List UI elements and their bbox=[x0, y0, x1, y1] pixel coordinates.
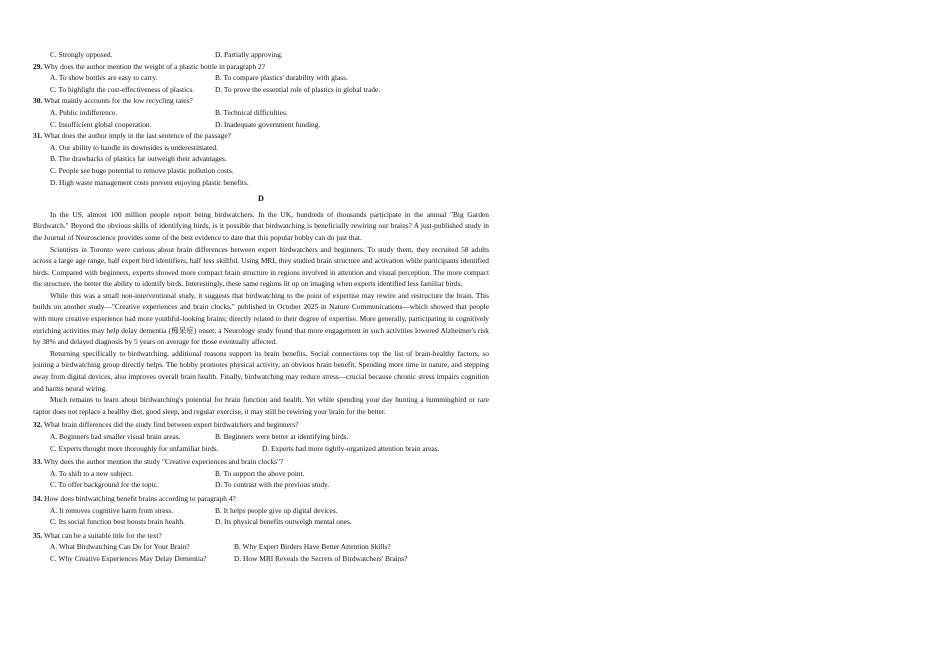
q30-number: 30. bbox=[33, 96, 43, 106]
q29-options-row-2 bbox=[33, 84, 489, 96]
q35-option-d[interactable]: D. How MRI Reveals the Secrets of Birdwatchers' Brains? bbox=[234, 553, 408, 563]
q29-stem-text: Why does the author mention the weight of a plastic bottle in paragraph 2? bbox=[43, 61, 266, 71]
q33-options-row-2 bbox=[33, 479, 489, 491]
q35-options-row-1 bbox=[33, 541, 489, 553]
q33-option-a[interactable]: A. To shift to a new subject. bbox=[50, 468, 134, 478]
q33-option-b[interactable]: B. To support the above point. bbox=[215, 468, 305, 478]
q34-number: 34. bbox=[33, 493, 43, 503]
q34-options-row-1 bbox=[33, 505, 489, 517]
q30-option-b[interactable]: B. Technical difficulties. bbox=[215, 107, 288, 117]
q35-stem-text: What can be a suitable title for the text? bbox=[43, 530, 162, 540]
passage-paragraph-3: While this was a small non-interventional study, it suggests that birdwatching to the point of expertise may rewire and restructure the brain. This builds on another study—"Creative experiences and brain clocks," published in October 2025 in Nature Communications—which showed that people with more creative experience had more youthful-looking brains; directly related to their degree of expertise. More generally, participating in cognitively enriching activities may help delay dementia (痴呆症) onset; a Neurology study found that more engagement in such activities lowered Alzheimer's risk by 38% and delayed diagnosis by 5 years on average for those eventually affected. bbox=[33, 290, 489, 347]
q31-stem-text: What does the author imply in the last sentence of the passage? bbox=[43, 131, 231, 141]
q30-options-row-2 bbox=[33, 119, 489, 131]
q32-stem-text: What brain differences did the study find between expert birdwatchers and beginners? bbox=[43, 420, 299, 430]
q32-option-d[interactable]: D. Experts had more tightly-organized attention brain areas. bbox=[262, 443, 440, 453]
q32-number: 32. bbox=[33, 420, 43, 430]
q33-options-row-1 bbox=[33, 468, 489, 480]
q30-options-row-1 bbox=[33, 107, 489, 119]
q32-stem bbox=[33, 419, 489, 431]
q33-number: 33. bbox=[33, 457, 43, 467]
passage-paragraph-2: Scientists in Toronto were curious about brain differences between expert birdwatchers and beginners. To study them, they recruited 58 adults across a large age range, half expert bird identifiers, half less skillful. Using MRI, they studied brain structure and activation while participants identified birds. Compared with beginners, experts showed more compact brain structure in regions involved in attention and visual perception. The more compact the structure, the better the ability to identify birds. Interestingly, these same regions lit up on imaging when experts identified less familiar birds. bbox=[33, 244, 489, 289]
q30-option-c[interactable]: C. Insufficient global cooperation. bbox=[50, 119, 152, 129]
exam-page-column bbox=[33, 49, 489, 565]
q32-option-c[interactable]: C. Experts thought more thoroughly for unfamiliar birds. bbox=[50, 443, 219, 453]
q35-number: 35. bbox=[33, 530, 43, 540]
q35-stem bbox=[33, 530, 489, 542]
q34-option-d[interactable]: D. Its physical benefits outweigh mental ones. bbox=[215, 517, 352, 527]
q30-option-d[interactable]: D. Inadequate government funding. bbox=[215, 119, 321, 129]
q29-stem bbox=[33, 61, 489, 73]
q32-option-b[interactable]: B. Beginners were better at identifying birds. bbox=[215, 432, 349, 441]
q32-option-a[interactable]: A. Beginners had smaller visual brain areas. bbox=[50, 432, 181, 441]
q35-options-row-2 bbox=[33, 553, 489, 565]
q31-option-d[interactable]: D. High waste management costs prevent enjoying plastic benefits. bbox=[50, 177, 249, 187]
q33-option-c[interactable]: C. To offer background for the topic. bbox=[50, 480, 159, 490]
q29-number: 29. bbox=[33, 61, 43, 71]
q34-option-c[interactable]: C. Its social function best boosts brain health. bbox=[50, 517, 185, 527]
q31-option-a[interactable]: A. Our ability to handle its downsides is underestimated. bbox=[50, 142, 218, 152]
q28-options-row-2 bbox=[33, 49, 489, 61]
q33-stem bbox=[33, 456, 489, 468]
q29-options-row-1 bbox=[33, 72, 489, 84]
q35-option-a[interactable]: A. What Birdwatching Can Do for Your Brain? bbox=[50, 542, 190, 552]
q28-option-c[interactable]: C. Strongly opposed. bbox=[50, 50, 113, 59]
q35-option-b[interactable]: B. Why Expert Birders Have Better Attention Skills? bbox=[234, 542, 391, 552]
q30-stem-text: What mainly accounts for the low recycling rates? bbox=[43, 96, 193, 106]
q29-option-c[interactable]: C. To highlight the cost-effectiveness of plastics. bbox=[50, 84, 195, 94]
q29-option-d[interactable]: D. To prove the essential role of plastics in global trade. bbox=[215, 84, 381, 94]
q31-option-b[interactable]: B. The drawbacks of plastics far outweigh their advantages. bbox=[50, 154, 227, 164]
q32-options-row-1 bbox=[33, 431, 489, 443]
q31-number: 31. bbox=[33, 131, 43, 141]
q28-option-d[interactable]: D. Partially approving. bbox=[215, 50, 283, 59]
q29-option-a[interactable]: A. To show bottles are easy to carry. bbox=[50, 73, 158, 83]
q34-option-b[interactable]: B. It helps people give up digital devices. bbox=[215, 505, 338, 515]
q34-option-a[interactable]: A. It removes cognitive harm from stress. bbox=[50, 505, 174, 515]
q34-stem bbox=[33, 493, 489, 505]
passage-paragraph-4: Returning specifically to birdwatching, additional reasons support its brain benefits. Social connections top the list of brain-healthy factors, so joining a birdwatching group directly helps. The hobby promotes physical activity, an obvious brain benefit. Spending more time in nature, and stepping away from digital devices, also improves overall brain health. Finally, birdwatching may reduce stress—crucial because chronic stress impairs cognition and harms neural wiring. bbox=[33, 348, 489, 393]
passage-paragraph-1: In the US, almost 100 million people report being birdwatchers. In the UK, hundreds of thousands participate in the annual "Big Garden Birdwatch." Beyond the obvious skills of identifying birds, is it possible that birdwatching is beneficially rewiring our brains? A just-published study in the Journal of Neuroscience provides some of the best evidence to date that this popular hobby can do just that. bbox=[33, 209, 489, 242]
q29-option-b[interactable]: B. To compare plastics' durability with glass. bbox=[215, 73, 348, 83]
q30-stem bbox=[33, 95, 489, 107]
q35-option-c[interactable]: C. Why Creative Experiences May Delay Dementia? bbox=[50, 553, 207, 563]
q33-stem-text: Why does the author mention the study "Creative experiences and brain clocks"? bbox=[43, 457, 284, 467]
q30-option-a[interactable]: A. Public indifference. bbox=[50, 107, 118, 117]
q31-option-c[interactable]: C. People see huge potential to remove plastic pollution costs. bbox=[50, 165, 234, 175]
q32-options-row-2 bbox=[33, 443, 489, 455]
passage-paragraph-5: Much remains to learn about birdwatching's potential for brain function and health. Yet while spending your day hunting a hummingbird or rare raptor does not replace a healthy diet, good sleep, and regular exercise, it may still be rewiring your brain for the better. bbox=[33, 395, 489, 416]
q34-options-row-2 bbox=[33, 516, 489, 528]
q34-stem-text: How does birdwatching benefit brains according to paragraph 4? bbox=[44, 493, 236, 503]
section-d-title: D bbox=[258, 194, 264, 204]
q33-option-d[interactable]: D. To contrast with the previous study. bbox=[215, 480, 330, 490]
q31-stem bbox=[33, 130, 489, 142]
